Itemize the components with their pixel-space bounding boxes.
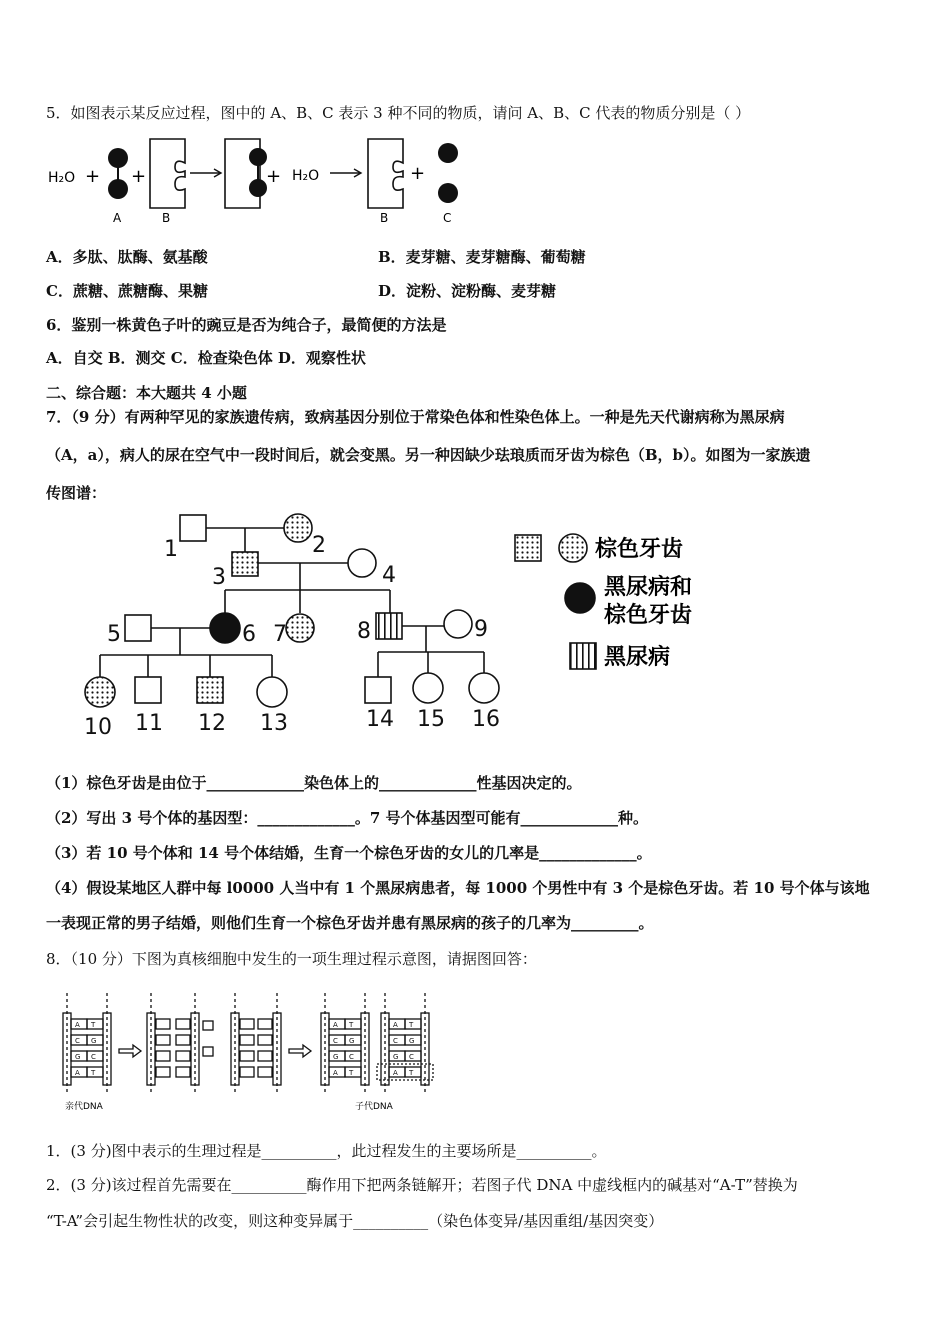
pedigree-label-14: 14 [366,707,394,732]
q8-sub2a: 2．(3 分)该过程首先需要在__________酶作用下把两条链解开；若图子代 DNA 中虚线框内的碱基对“A-T”替换为 [46,1176,798,1194]
pedigree-label-9: 9 [474,617,488,642]
svg-text:T: T [349,1069,354,1077]
pedigree-2 [284,514,312,542]
q5-stem: 5．如图表示某反应过程，图中的 A、B、C 表示 3 种不同的物质，请问 A、B、C 代表的物质分别是（ ） [46,104,751,122]
pedigree-13 [257,677,287,707]
q7-sub4a: （4）假设某地区人群中每 l0000 人当中有 1 个黑尿病患者，每 1000 个男性中有 3 个是棕色牙齿。若 10 号个体与该地 [46,879,870,897]
legend-brown-text: 棕色牙齿 [595,537,684,562]
pedigree-label-1: 1 [164,537,178,562]
q5-label-b1: B [162,211,171,225]
q8-sub2b: “T-A”会引起生物性状的改变，则这种变异属于__________（染色体变异/基因重组/基因突变） [46,1212,664,1230]
pedigree-label-13: 13 [260,711,288,736]
legend-alkapton-symbol [570,643,596,669]
pedigree-label-2: 2 [312,533,326,558]
q5-plus-1: + [85,166,101,187]
enzyme-b-1 [150,139,185,208]
q5-reaction-figure [40,135,480,235]
svg-text:G: G [393,1053,399,1061]
svg-text:C: C [333,1037,338,1045]
q6-options: A．自交 B．测交 C．检查染色体 D．观察性状 [46,349,366,367]
svg-text:G: G [91,1037,97,1045]
pedigree-label-11: 11 [135,711,163,736]
pedigree-10 [85,677,115,707]
child-dna-label: 子代DNA [355,1102,393,1112]
q7-line3: 传图谱： [46,484,107,502]
pedigree-16 [469,673,499,703]
svg-text:T: T [349,1021,354,1029]
q7-line2: （A，a），病人的尿在空气中一段时间后，就会变黑。另一种因缺少珐琅质而牙齿为棕色（B，b）。如图为一家族遗 [46,446,811,464]
legend-both-text-2: 棕色牙齿 [604,603,693,628]
q5-plus-4: + [410,163,426,184]
q5-plus-2: + [131,166,147,187]
q5-option-a: A．多肽、肽酶、氨基酸 [46,248,208,266]
q5-label-a: A [113,211,122,225]
svg-text:A: A [75,1021,80,1029]
pedigree-label-3: 3 [212,565,226,590]
svg-text:A: A [333,1021,338,1029]
q7-line1: 7．（9 分）有两种罕见的家族遗传病，致病基因分别位于常染色体和性染色体上。一种是先天代谢病称为黑尿病 [46,408,785,426]
pedigree-chart [0,505,760,745]
pedigree-label-16: 16 [472,707,500,732]
q5-option-d: D．淀粉、淀粉酶、麦芽糖 [378,282,557,300]
q5-option-b: B．麦芽糖、麦芽糖酶、葡萄糖 [378,248,586,266]
svg-text:A: A [333,1069,338,1077]
q5-h2o-1: H₂O [48,170,76,186]
svg-text:C: C [393,1037,398,1045]
product-c-top [438,143,458,163]
dna-replication-figure [55,985,445,1115]
pedigree-label-7: 7 [273,622,287,647]
legend-brown-male [515,535,541,561]
legend-alkapton-text: 黑尿病 [604,645,671,670]
q7-sub4b: 一表现正常的男子结婚，则他们生育一个棕色牙齿并患有黑尿病的孩子的几率为_________。 [46,914,654,932]
pedigree-7 [286,614,314,642]
svg-text:T: T [409,1069,414,1077]
q7-sub1: （1）棕色牙齿是由位于_____________染色体上的_____________性基因决定的。 [46,774,582,792]
svg-text:C: C [91,1053,96,1061]
pedigree-14 [365,677,391,703]
pedigree-11 [135,677,161,703]
legend-brown-female [559,534,587,562]
q5-h2o-2: H₂O [292,168,320,184]
svg-text:A: A [75,1069,80,1077]
q5-plus-3: + [266,166,282,187]
q7-sub2: （2）写出 3 号个体的基因型：_____________。7 号个体基因型可能有_____________种。 [46,809,648,827]
pedigree-label-6: 6 [242,622,256,647]
q8-sub1: 1．(3 分)图中表示的生理过程是__________，此过程发生的主要场所是__________。 [46,1142,607,1160]
legend-both-symbol [565,583,595,613]
pedigree-1 [180,515,206,541]
svg-text:G: G [409,1037,415,1045]
q7-sub3: （3）若 10 号个体和 14 号个体结婚，生育一个棕色牙齿的女儿的几率是_____________。 [46,844,652,862]
svg-text:C: C [349,1053,354,1061]
svg-text:C: C [75,1037,80,1045]
pedigree-label-8: 8 [357,619,371,644]
svg-text:G: G [349,1037,355,1045]
section-title: 二、综合题：本大题共 4 小题 [46,384,247,402]
pedigree-label-15: 15 [417,707,445,732]
q5-label-b2: B [380,211,389,225]
pedigree-label-10: 10 [84,715,112,740]
svg-text:A: A [393,1021,398,1029]
svg-text:G: G [75,1053,81,1061]
svg-text:A: A [393,1069,398,1077]
pedigree-3 [232,552,258,576]
svg-text:T: T [409,1021,414,1029]
product-c-bottom [438,183,458,203]
enzyme-b-2 [368,139,403,208]
q5-label-c: C [443,211,452,225]
svg-text:T: T [91,1021,96,1029]
pedigree-9 [444,610,472,638]
svg-text:G: G [333,1053,339,1061]
parent-dna-label: 亲代DNA [65,1102,103,1112]
q6-stem: 6．鉴别一株黄色子叶的豌豆是否为纯合子，最简便的方法是 [46,316,447,334]
q5-option-c: C．蔗糖、蔗糖酶、果糖 [46,282,208,300]
pedigree-8 [376,613,402,639]
svg-text:T: T [91,1069,96,1077]
pedigree-12 [197,677,223,703]
svg-text:C: C [409,1053,414,1061]
pedigree-label-5: 5 [107,622,121,647]
pedigree-6 [210,613,240,643]
q8-stem: 8．（10 分）下图为真核细胞中发生的一项生理过程示意图，请据图回答： [46,950,537,968]
pedigree-4 [348,549,376,577]
pedigree-5 [125,615,151,641]
legend-both-text-1: 黑尿病和 [604,575,693,600]
pedigree-label-12: 12 [198,711,226,736]
pedigree-15 [413,673,443,703]
pedigree-label-4: 4 [382,563,396,588]
